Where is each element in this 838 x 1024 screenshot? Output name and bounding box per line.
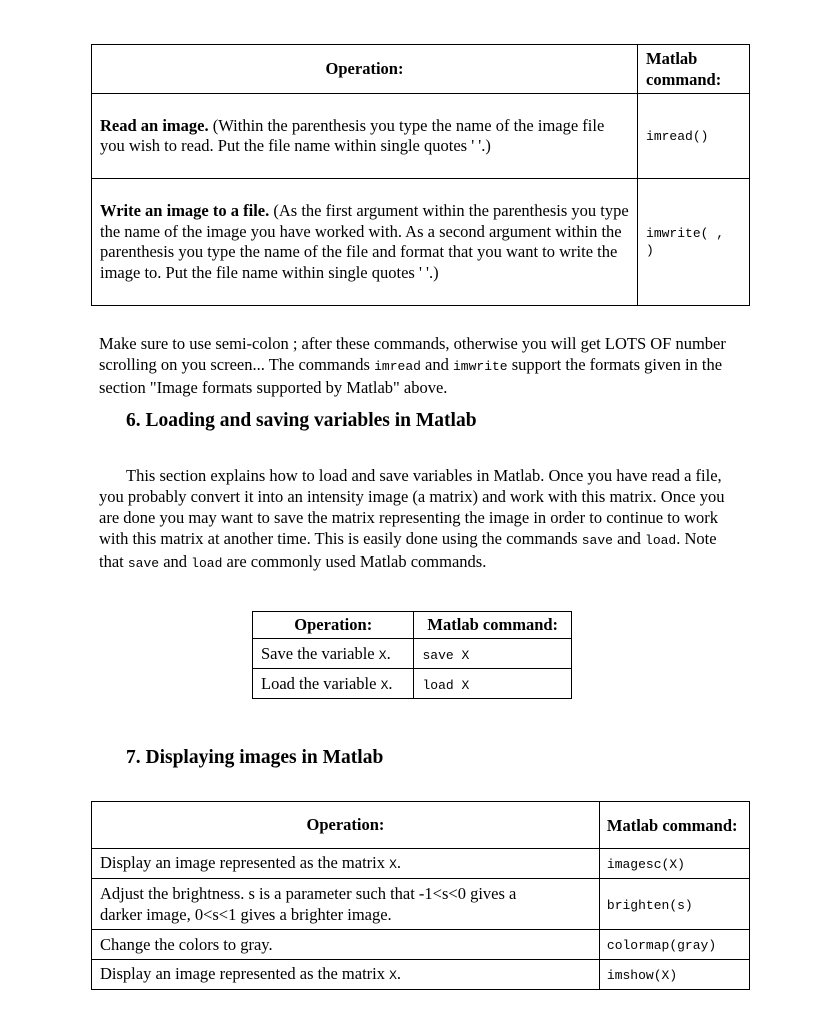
operation-cell <box>253 669 414 699</box>
paragraph-text: and <box>159 552 192 571</box>
paragraph-text: support the formats given in the section "Image formats supported by Matlab" above. <box>99 355 723 397</box>
operation-cell <box>92 849 600 879</box>
operation-description: (Within the parenthesis you type the name of the image file you wish to read. Put the file name within single quotes ' '.) <box>100 115 605 155</box>
table-row <box>92 179 750 306</box>
operation-cell <box>92 879 600 930</box>
operation-cell <box>92 94 638 179</box>
paragraph-text: . Note that <box>99 529 717 571</box>
operation-title: Read an image. <box>100 115 209 135</box>
operation-text: Save the variable <box>261 643 379 663</box>
command-text: colormap(gray) <box>606 938 717 953</box>
table-row <box>253 639 572 669</box>
variable-code: X <box>378 647 387 663</box>
image-io-table <box>91 44 750 306</box>
operation-text: Display an image represented as the matrix <box>100 853 390 872</box>
header-command: Matlab command: <box>414 612 572 639</box>
paragraph-text: and <box>612 529 646 548</box>
operation-suffix: . <box>386 643 391 663</box>
operation-text: Load the variable <box>261 673 381 693</box>
operation-suffix: . <box>388 673 393 693</box>
operation-suffix: . <box>396 964 402 983</box>
command-text: imwrite( , ) <box>646 225 725 258</box>
section-6-heading: 6. Loading and saving variables in Matlab <box>126 410 477 431</box>
header-operation: Operation: <box>253 612 414 639</box>
operation-text: Display an image represented as the matrix <box>100 964 390 983</box>
table-row <box>92 960 750 990</box>
command-text: save X <box>422 647 470 663</box>
header-command: Matlab command: <box>638 45 750 94</box>
semicolon-note-paragraph <box>99 333 739 398</box>
table-row <box>92 94 750 179</box>
command-cell <box>599 930 749 960</box>
paragraph-text: and <box>420 355 453 374</box>
inline-code: imread <box>374 359 421 374</box>
variable-code: X <box>389 968 397 983</box>
command-cell <box>599 960 749 990</box>
operation-title: Write an image to a file. <box>100 201 270 220</box>
command-text: load X <box>422 677 470 693</box>
display-images-table <box>91 801 750 990</box>
inline-code: save <box>581 533 613 548</box>
section-7-heading: 7. Displaying images in Matlab <box>126 747 384 768</box>
table-header-row <box>92 802 750 849</box>
operation-description: (As the first argument within the parenthesis you type the name of the image you have worked with. As a second argument within the parenthesis you type the name of the file and format that you want to write the image to. Put the file name within single quotes ' '.) <box>100 201 629 282</box>
table-header-row <box>92 45 750 94</box>
table-row <box>92 849 750 879</box>
command-cell <box>638 94 750 179</box>
table-row <box>92 879 750 930</box>
command-cell <box>638 179 750 306</box>
operation-suffix: . <box>396 853 402 872</box>
operation-cell <box>92 179 638 306</box>
header-operation: Operation: <box>92 45 638 94</box>
paragraph-text: Make sure to use semi-colon ; after these commands, otherwise you will get LOTS OF number scrolling on you screen... The commands <box>99 334 726 374</box>
operation-text: Change the colors to gray. <box>100 935 273 954</box>
inline-code: imwrite <box>453 359 508 374</box>
operation-text: Adjust the brightness. s is a parameter such that -1<s<0 gives a darker image, 0<s<1 gives a brighter image. <box>100 884 517 924</box>
command-text: imagesc(X) <box>606 857 685 872</box>
operation-cell <box>92 960 600 990</box>
header-command: Matlab command: <box>599 802 749 849</box>
command-text: brighten(s) <box>606 897 693 913</box>
save-load-table <box>252 611 572 699</box>
operation-cell <box>92 930 600 960</box>
table-row <box>92 930 750 960</box>
command-text: imread() <box>646 128 709 144</box>
inline-code: save <box>127 556 160 571</box>
command-cell <box>599 879 749 930</box>
section-6-paragraph <box>99 465 744 574</box>
variable-code: X <box>380 677 389 693</box>
command-cell <box>599 849 749 879</box>
header-operation: Operation: <box>92 802 600 849</box>
paragraph-text: This section explains how to load and save variables in Matlab. Once you have read a file, you probably convert it into an intensity image (a matrix) and work with this matrix. Once you are done you may want to save the matrix representing the image in order to continue to work with this matrix at another time. This is easily done using the commands <box>99 466 725 548</box>
inline-code: load <box>191 556 223 571</box>
command-text: imshow(X) <box>606 968 678 983</box>
paragraph-text: are commonly used Matlab commands. <box>222 552 487 571</box>
table-header-row <box>253 612 572 639</box>
inline-code: load <box>645 533 677 548</box>
table-row <box>253 669 572 699</box>
operation-cell <box>253 639 414 669</box>
variable-code: X <box>389 857 397 872</box>
command-cell <box>414 639 572 669</box>
command-cell <box>414 669 572 699</box>
